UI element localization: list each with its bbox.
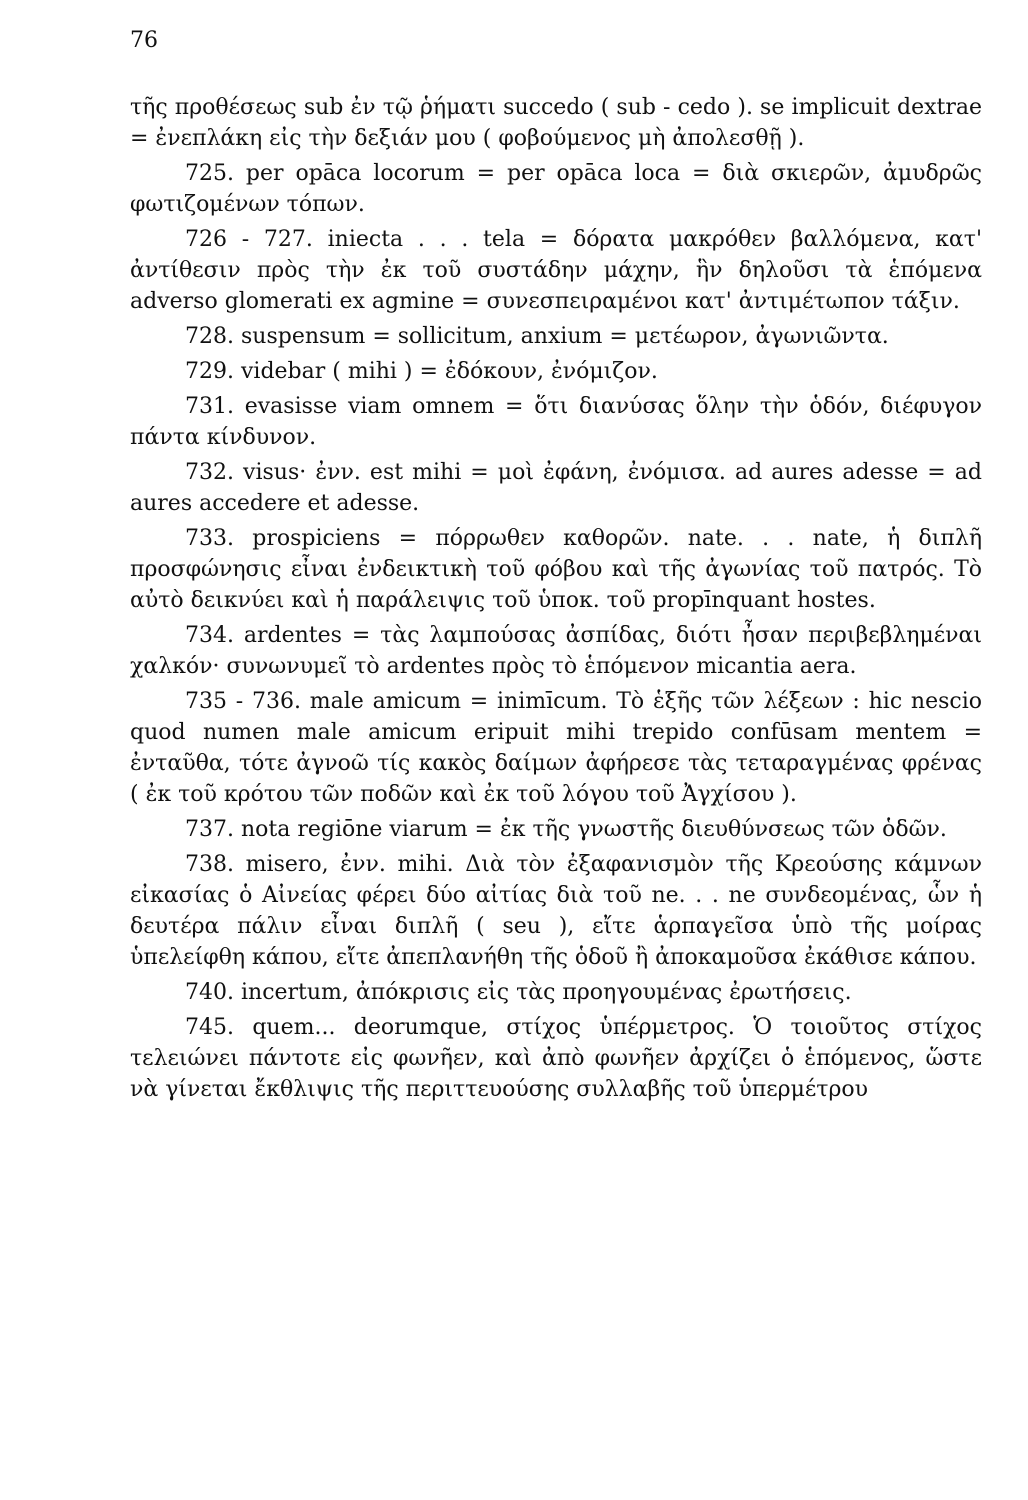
- entry-740: [130, 977, 982, 1008]
- entry-726-727: [130, 224, 982, 317]
- entry-text: ardentes = τὰς λαμπούσας ἀσπίδας, διότι ἦσαν περιβεβλημέναι χαλκόν· συνωνυμεῖ τὸ ardentes πρὸς τὸ ἑπόμενον micantia aera.: [130, 623, 982, 679]
- entry-text: quem... deorumque, στίχος ὑπέρμετρος. Ὁ τοιοῦτος στίχος τελειώνει πάντοτε εἰς φωνῆεν, καὶ ἀπὸ φωνῆεν ἀρχίζει ὁ ἑπόμενος, ὥστε νὰ γίνεται ἔκθλιψις τῆς περιττευούσης συλλαβῆς τοῦ ὑπερμέτρου: [130, 1015, 982, 1102]
- entry-734: [130, 620, 982, 682]
- entry-745: [130, 1012, 982, 1105]
- entry-729: [130, 356, 982, 387]
- entry-text: suspensum = sollicitum, anxium = μετέωρον, ἀγωνιῶντα.: [240, 324, 889, 349]
- entry-728: [130, 321, 982, 352]
- entry-text: per opāca locorum = per opāca loca = διὰ σκιερῶν, ἀμυδρῶς φωτιζομένων τόπων.: [130, 161, 982, 217]
- line-number: 745.: [185, 1015, 234, 1040]
- entry-text: videbar ( mihi ) = ἐδόκουν, ἐνόμιζον.: [240, 359, 658, 384]
- entry-text: iniecta . . . tela = δόρατα μακρόθεν βαλλόμενα, κατ' ἀντίθεσιν πρὸς τὴν ἐκ τοῦ συστάδην μάχην, ἣν δηλοῦσι τὰ ἑπόμενα adverso glomerati ex agmine = συνεσπειραμένοι κατ' ἀντιμέτωπον τάξιν.: [130, 227, 982, 314]
- line-number: 740.: [185, 980, 234, 1005]
- line-number: 726 - 727.: [185, 227, 313, 252]
- entry-731: [130, 391, 982, 453]
- entry-733: [130, 523, 982, 616]
- entry-text: visus· ἐνν. est mihi = μοὶ ἐφάνη, ἐνόμισα. ad aures adesse = ad aures accedere et adesse.: [130, 460, 982, 516]
- line-number: 729.: [185, 359, 234, 384]
- entry-738: [130, 849, 982, 973]
- line-number: 735 - 736.: [185, 689, 301, 714]
- entry-continuation: [130, 92, 982, 154]
- entry-text: nota regiōne viarum = ἐκ τῆς γνωστῆς διευθύνσεως τῶν ὁδῶν.: [240, 817, 947, 842]
- entry-737: [130, 814, 982, 845]
- entry-735-736: [130, 686, 982, 810]
- entry-text: prospiciens = πόρρωθεν καθορῶν. nate. . . nate, ἡ διπλῆ προσφώνησις εἶναι ἐνδεικτικὴ τοῦ φόβου καὶ τῆς ἀγωνίας τοῦ πατρός. Τὸ αὐτὸ δεικνύει καὶ ἡ παράλειψις τοῦ ὑποκ. τοῦ propīnquant hostes.: [130, 526, 982, 613]
- line-number: 737.: [185, 817, 234, 842]
- line-number: 731.: [185, 394, 234, 419]
- line-number: 738.: [185, 852, 234, 877]
- entry-725: [130, 158, 982, 220]
- line-number: 728.: [185, 324, 234, 349]
- entry-text: male amicum = inimīcum. Τὸ ἑξῆς τῶν λέξεων : hic nescio quod numen male amicum eripuit mihi trepido confūsam mentem = ἐνταῦθα, τότε ἀγνοῶ τίς κακὸς δαίμων ἀφήρεσε τὰς τεταραγμένας φρένας ( ἐκ τοῦ κρότου τῶν ποδῶν καὶ ἐκ τοῦ λόγου τοῦ Ἀγχίσου ).: [130, 689, 983, 807]
- page-number: 76: [130, 28, 158, 53]
- line-number: 725.: [185, 161, 234, 186]
- line-number: 733.: [185, 526, 234, 551]
- entry-text: misero, ἐνν. mihi. Διὰ τὸν ἐξαφανισμὸν τῆς Κρεούσης κάμνων εἰκασίας ὁ Αἰνείας φέρει δύο αἰτίας διὰ τοῦ ne. . . ne συνδεομένας, ὧν ἡ δευτέρα πάλιν εἶναι διπλῆ ( seu ), εἴτε ἁρπαγεῖσα ὑπὸ τῆς μοίρας ὑπελείφθη κάπου, εἴτε ἀπεπλανήθη τῆς ὁδοῦ ἢ ἀποκαμοῦσα ἐκάθισε κάπου.: [130, 852, 982, 970]
- entry-732: [130, 457, 982, 519]
- entry-text: τῆς προθέσεως sub ἐν τῷ ῥήματι succedo ( sub - cedo ). se implicuit dextrae = ἐνεπλάκη εἰς τὴν δεξιάν μου ( φοβούμενος μὴ ἀπολεσθῇ ).: [130, 95, 982, 151]
- entry-text: evasisse viam omnem = ὅτι διανύσας ὅλην τὴν ὁδόν, διέφυγον πάντα κίνδυνον.: [130, 394, 983, 450]
- line-number: 732.: [185, 460, 234, 485]
- commentary-text: [130, 92, 982, 1109]
- entry-text: incertum, ἀπόκρισις εἰς τὰς προηγουμένας ἐρωτήσεις.: [240, 980, 852, 1005]
- line-number: 734.: [185, 623, 234, 648]
